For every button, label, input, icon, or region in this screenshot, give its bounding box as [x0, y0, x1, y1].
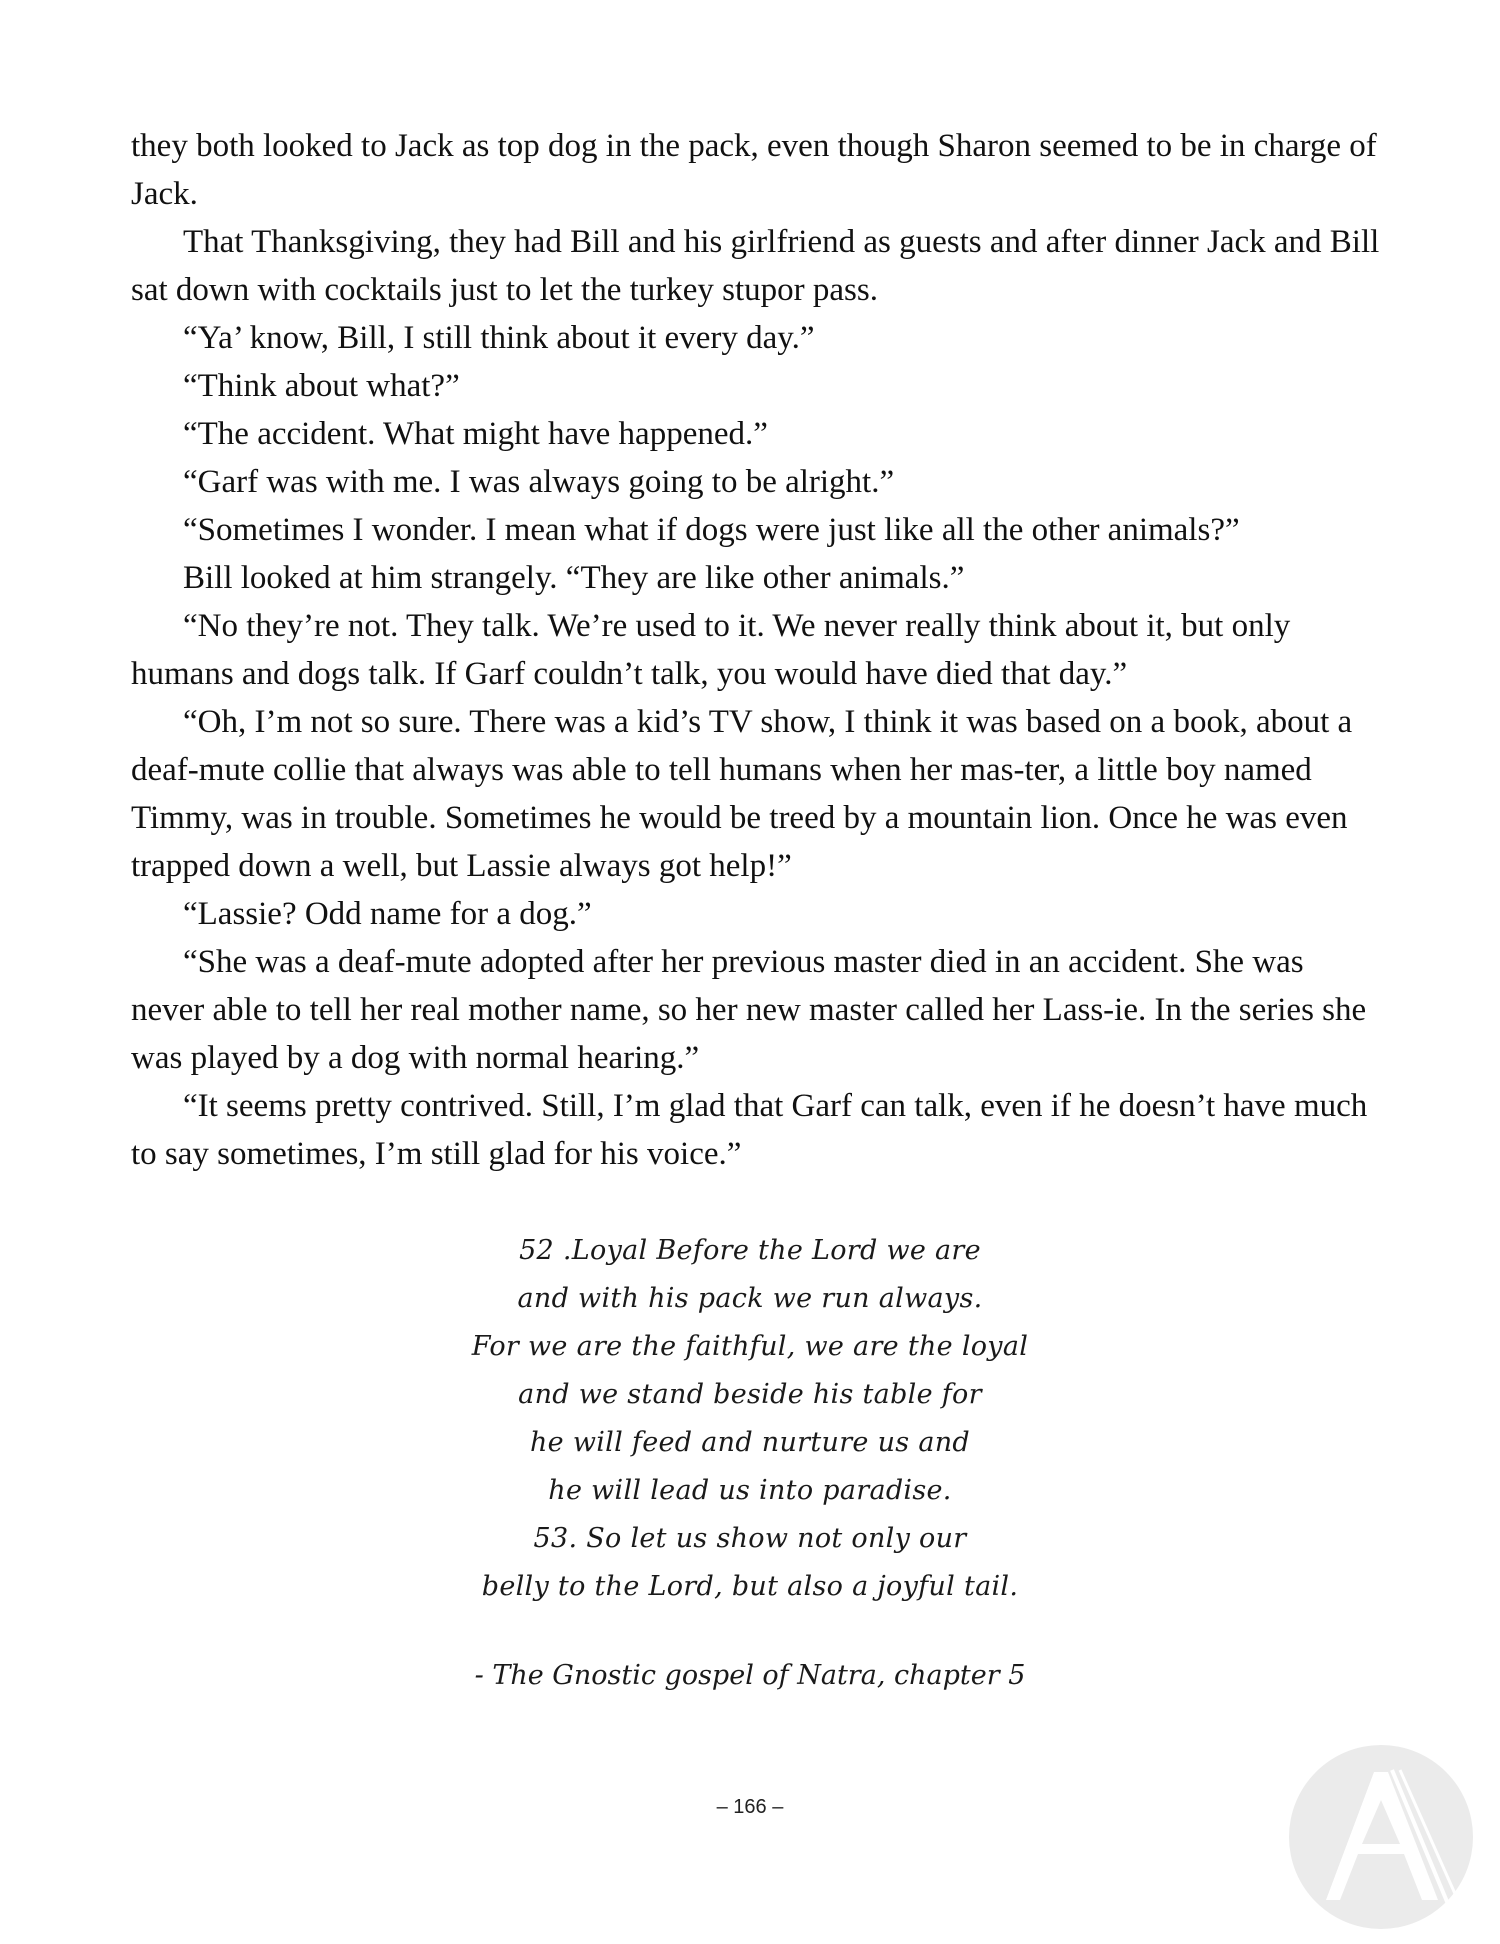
paragraph: they both looked to Jack as top dog in the pack, even though Sharon seemed to be in charge of Jack. — [131, 128, 1377, 212]
verse-line: and with his pack we run always. — [517, 1283, 983, 1314]
verse-line: 53. So let us show not only our — [533, 1523, 967, 1554]
paragraph: That Thanksgiving, they had Bill and his girlfriend as guests and after dinner Jack and Bill sat down with cocktails just to let the turkey stupor pass. — [131, 224, 1380, 308]
paragraph: “No they’re not. They talk. We’re used to it. We never really think about it, but only humans and dogs talk. If Garf couldn’t talk, you would have died that day.” — [131, 608, 1291, 692]
scripture-verse — [300, 1227, 1200, 1611]
verse-line: For we are the faithful, we are the loyal — [471, 1331, 1029, 1362]
paragraph: “She was a deaf-mute adopted after her previous master died in an accident. She was never able to tell her real mother name, so her new master called her Lass-ie. In the series she was played by a dog with normal hearing.” — [131, 944, 1367, 1076]
page-number: – 166 – — [716, 1796, 784, 1818]
paragraph: “Think about what?” — [183, 368, 460, 404]
paragraph: “It seems pretty contrived. Still, I’m glad that Garf can talk, even if he doesn’t have much to say sometimes, I’m still glad for his voice.” — [131, 1088, 1368, 1172]
paragraph: “Sometimes I wonder. I mean what if dogs were just like all the other animals?” — [183, 512, 1240, 548]
verse-line: belly to the Lord, but also a joyful tail. — [481, 1571, 1019, 1602]
paragraph: “The accident. What might have happened.” — [183, 416, 768, 452]
paragraph: “Lassie? Odd name for a dog.” — [183, 896, 592, 932]
verse-attribution: - The Gnostic gospel of Natra, chapter 5 — [474, 1660, 1026, 1691]
paragraph: “Garf was with me. I was always going to be alright.” — [183, 464, 895, 500]
verse-line: and we stand beside his table for — [518, 1379, 982, 1410]
publisher-logo-icon — [1288, 1744, 1474, 1930]
body-text — [131, 122, 1381, 1178]
verse-line: he will feed and nurture us and — [529, 1427, 970, 1458]
verse-line: 52 .Loyal Before the Lord we are — [519, 1235, 981, 1266]
paragraph: Bill looked at him strangely. “They are like other animals.” — [183, 560, 965, 596]
verse-line: he will lead us into paradise. — [548, 1475, 952, 1506]
paragraph: “Ya’ know, Bill, I still think about it every day.” — [183, 320, 815, 356]
paragraph: “Oh, I’m not so sure. There was a kid’s TV show, I think it was based on a book, about a deaf-mute collie that always was able to tell humans when her mas-ter, a little boy named Timmy, was in trouble. Sometimes he would be treed by a mountain lion. Once he was even trapped down a well, but Lassie always got help!” — [131, 704, 1353, 884]
